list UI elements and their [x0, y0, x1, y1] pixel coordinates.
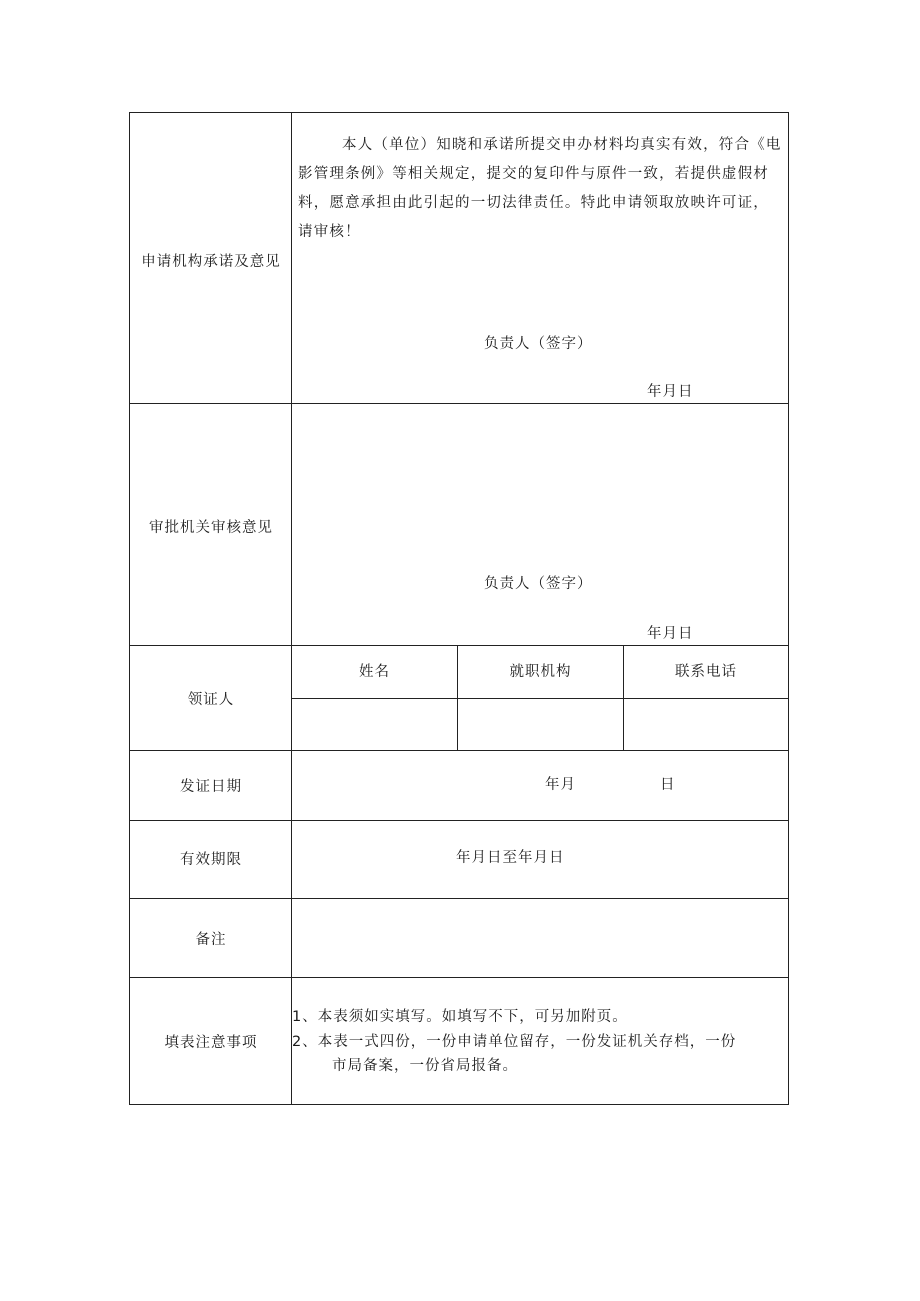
notes-label: 填表注意事项	[164, 1035, 258, 1051]
recipient-header-name: 姓名	[359, 664, 390, 680]
review-signature-label: 负责人（签字）	[484, 576, 593, 592]
recipient-label: 领证人	[187, 692, 235, 708]
recipient-col-divider	[623, 645, 624, 750]
recipient-header-phone: 联系电话	[675, 664, 737, 680]
application-form-table	[129, 112, 789, 1105]
commitment-date-label: 年月日	[647, 384, 694, 400]
review-date-label: 年月日	[647, 626, 694, 642]
notes-item-2-continued: 市局备案，一份省局报备。	[332, 1058, 518, 1074]
recipient-col-divider	[457, 645, 458, 750]
row-divider	[130, 403, 788, 404]
issue-date-label: 发证日期	[180, 779, 242, 795]
issue-date-day: 日	[660, 777, 676, 793]
row-divider	[130, 898, 788, 899]
validity-label: 有效期限	[180, 852, 242, 868]
row-divider	[130, 820, 788, 821]
row-divider	[130, 645, 788, 646]
review-label: 审批机关审核意见	[149, 520, 273, 536]
row-divider	[130, 750, 788, 751]
row-divider	[130, 977, 788, 978]
commitment-statement: 本人（单位）知晓和承诺所提交申办材料均真实有效，符合《电影管理条例》等相关规定，提交的复印件与原件一致，若提供虚假材料，愿意承担由此引起的一切法律责任。特此申请领取放映许可证，请审核！	[298, 137, 782, 240]
commitment-signature-label: 负责人（签字）	[484, 336, 593, 352]
recipient-header-divider	[291, 698, 788, 699]
issue-date-year-month: 年月	[545, 777, 576, 793]
recipient-header-organization: 就职机构	[509, 664, 572, 680]
notes-item-2: 2、本表一式四份，一份申请单位留存，一份发证机关存档，一份	[292, 1034, 737, 1050]
remarks-label: 备注	[195, 932, 227, 948]
commitment-label: 申请机构承诺及意见	[141, 254, 281, 270]
notes-item-1: 1、本表须如实填写。如填写不下，可另加附页。	[292, 1009, 628, 1025]
validity-value: 年月日至年月日	[456, 850, 565, 866]
